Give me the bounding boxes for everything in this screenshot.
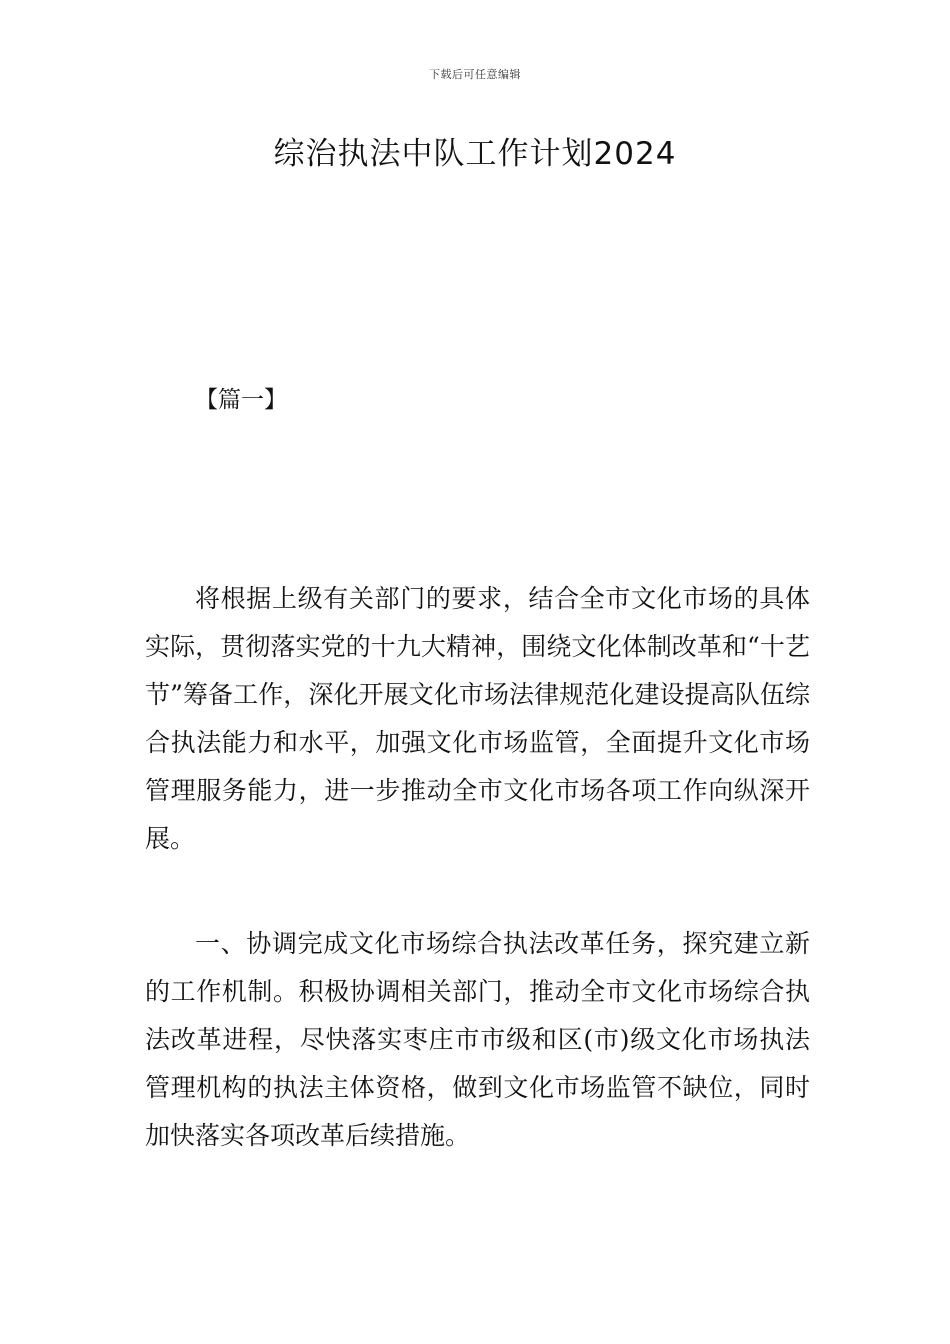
header-note: 下载后可任意编辑	[429, 68, 521, 81]
body-paragraph-2: 一、协调完成文化市场综合执法改革任务，探究建立新的工作机制。积极协调相关部门，推动全市文化市场综合执法改革进程，尽快落实枣庄市市级和区(市)级文化市场执法管理机构的执法主体资格，做到文化市场监管不缺位，同时加快落实各项改革后续措施。	[145, 929, 810, 1150]
body-paragraph-1: 将根据上级有关部门的要求，结合全市文化市场的具体实际，贯彻落实党的十九大精神，围绕文化体制改革和“十艺节”筹备工作，深化开展文化市场法律规范化建设提高队伍综合执法能力和水平，加强文化市场监管，全面提升文化市场管理服务能力，进一步推动全市文化市场各项工作向纵深开展。	[145, 584, 810, 853]
section-label: 【篇一】	[195, 387, 287, 413]
document-title: 综治执法中队工作计划2024	[273, 136, 677, 172]
